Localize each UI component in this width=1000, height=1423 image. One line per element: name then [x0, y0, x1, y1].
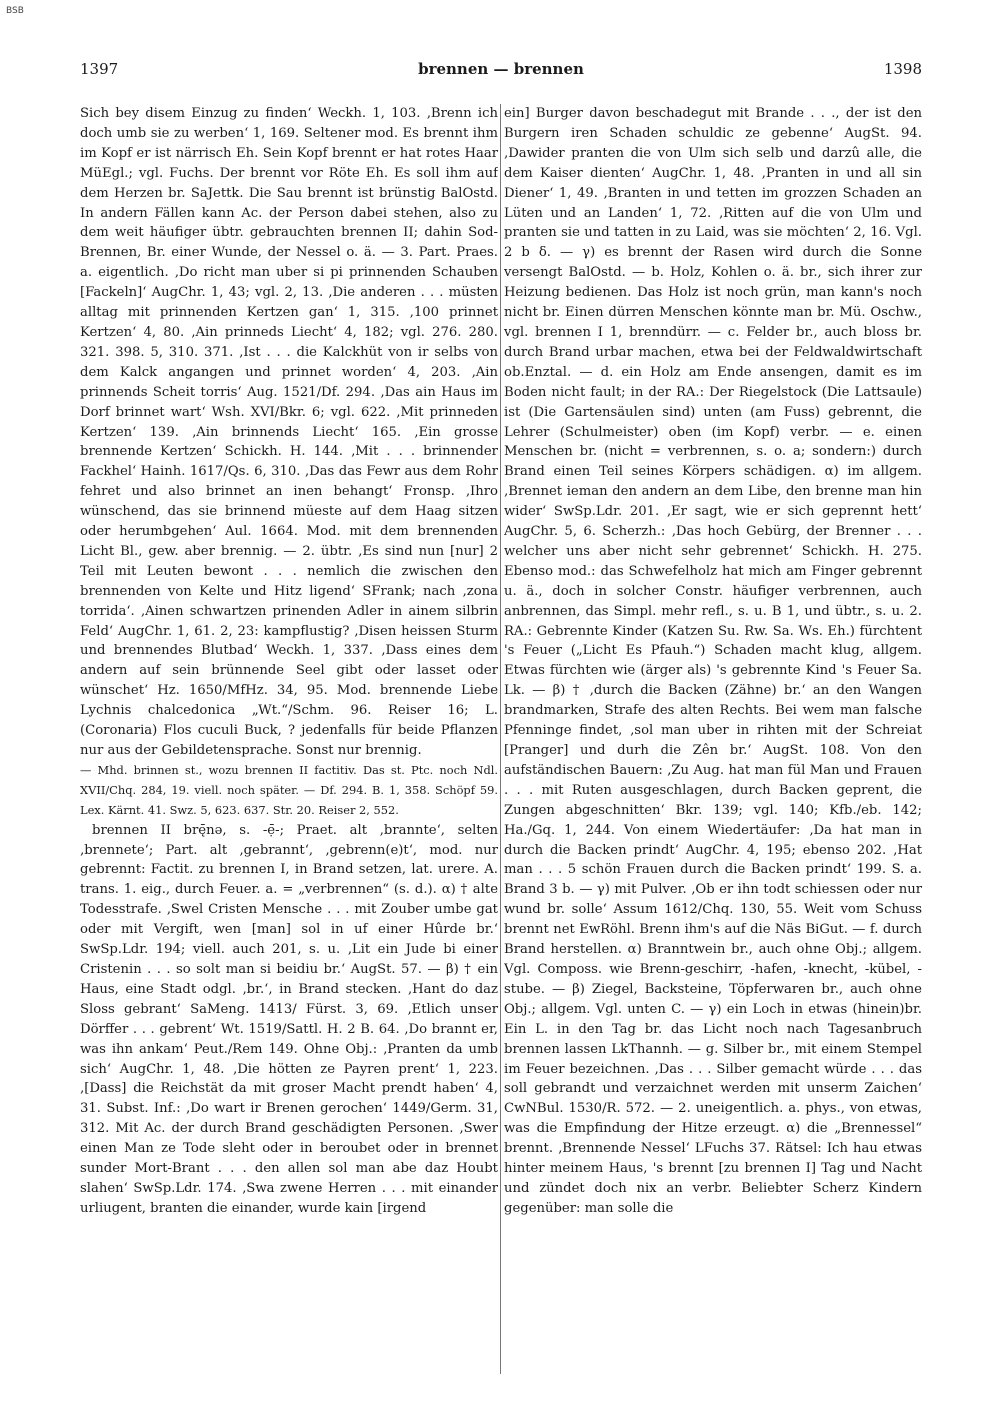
library-mark: BSB	[6, 6, 24, 16]
entry-brennen-ii: brennen II brę̄nə, s. -ẹ̄-; Praet. alt ‚brannte‘, selten ‚brennete‘; Part. alt ‚gebrannt‘, ‚gebrenn(e)t‘, mod. nur gebrennt: Factit. zu brennen I, in Brand setzen, lat. urere. A. trans. 1. eig., durch Feuer. a. = „verbrennen“ (s. d.). α) † alte Todesstrafe. ‚Swel Cristen Mensche . . . mit Zouber umbe gat oder mit Vergift, wen [man] sol in uf einer Hûrde br.‘ SwSp.Ldr. 194; viell. auch 201, s. u. ‚Lit ein Jude bi einer Cristenin . . . so solt man si beidiu br.‘ AugSt. 57. — β) † ein Haus, eine Stadt odgl. ‚br.‘, in Brand stecken. ‚Hant do daz Sloss gebrant‘ SaMeng. 1413/ Fürst. 3, 69. ‚Etlich unser Dörffer . . . gebrent‘ Wt. 1519/Sattl. H. 2 B. 64. ‚Do brannt er, was ihn ankam‘ Peut./Rem 149. Ohne Obj.: ‚Pranten da umb sich‘ AugChr. 1, 48. ‚Die hötten ze Payren prent‘ 1, 223. ‚[Dass] die Reichstät da mit groser Macht prendt haben‘ 4, 31. Subst. Inf.: ‚Do wart ir Brenen gerochen‘ 1449/Germ. 31, 312. Mit Ac. der durch Brand geschädigten Personen. ‚Swer einen Man ze Tode sleht oder in beroubet oder in brennet sunder Mort-Brant . . . den allen sol man abe daz Houbt slahen‘ SwSp.Ldr. 174. ‚Swa zwene Herren . . . mit einander urliugent, branten die einander, wurde kain [irgend	[80, 822, 498, 1216]
running-title: brennen — brennen	[418, 60, 584, 78]
right-column-text: ein] Burger davon beschadegut mit Brande . . ., der ist den Burgern iren Schaden schuldic ze gebenne‘ AugSt. 94. ‚Dawider pranten die von Ulm sich selb und darzû alle, die dem Kaiser dienten‘ AugChr. 1, 48. ‚Pranten in und all sin Diener‘ 1, 49. ‚Branten in und tetten im grozzen Schaden an Lüten und an Landen‘ 1, 72. ‚Ritten auf die von Ulm und pranten sie und tatten in zu Laid, was sie möchten‘ 2, 16. Vgl. 2 b δ. — γ) es brennt der Rasen wird durch die Sonne versengt BalOstd. — b. Holz, Kohlen o. ä. br., sich ihrer zur Heizung bedienen. Das Holz ist noch grün, man kann's noch nicht br. Einen dürren Menschen könnte man br. Mü. Oschw., vgl. brennen I 1, brenndürr. — c. Felder br., auch bloss br. durch Brand urbar machen, etwa bei der Feldwaldwirtschaft ob.Enztal. — d. ein Holz am Ende ansengen, damit es im Boden nicht fault; in der RA.: Der Riegelstock (Die Lattsaule) ist (Die Gartensäulen sind) unten (am Fuss) gebrennt, die Lehrer (Schulmeister) oben (im Kopf) verbr. — e. einen Menschen br. (nicht = verbrennen, s. o. a; sondern:) durch Brand einen Teil seines Körpers schädigen. α) im allgem. ‚Brennet ieman den andern an dem Libe, den brenne man hin wider‘ SwSp.Ldr. 201. ‚Er sagt, wie er sich geprennt hett‘ AugChr. 5, 6. Scherzh.: ‚Das hoch Gebürg, der Brenner . . . welcher uns aber nicht sehr gebrennet‘ Schickh. H. 275. Ebenso mod.: das Schwefelholz hat mich am Finger gebrennt u. ä., doch in solcher Constr. häufiger verbrennen, auch anbrennen, das Simpl. mehr refl., s. u. B 1, und übtr., s. u. 2. RA.: Gebrennte Kinder (Katzen Su. Rw. Sa. Ws. Eh.) fürchtent 's Feuer („Licht Es Pfauh.“) Schaden macht klug, allgem. Etwas fürchten wie (ärger als) 's gebrennte Kind 's Feuer Sa. Lk. — β) † ‚durch die Backen (Zähne) br.‘ an den Wangen brandmarken, Strafe des alten Rechts. Bei wem man falsche Pfenninge findet, ‚sol man uber in rihten mit der Schreiat [Pranger] und durh die Zên br.‘ AugSt. 108. Von den aufständischen Bauern: ‚Zu Aug. hat man fül Man und Frauen . . . mit Ruten ausgeschlagen, durch Backen geprent, die Zungen abgeschnitten‘ Bkr. 139; vgl. 140; Kfb./eb. 142; Ha./Gq. 1, 244. Von einem Wiedertäufer: ‚Da hat man in durch die Backen prindt‘ AugChr. 4, 195; ebenso 202. ‚Hat man . . . 5 schön Frauen durch die Backen prindt‘ 199. S. a. Brand 3 b. — γ) mit Pulver. ‚Ob er ihn todt schiessen oder nur wund br. solle‘ Assum 1612/Chq. 130, 55. Weit vom Schuss brennt net EwRöhl. Brenn ihm's auf die Näs BiGut. — f. durch Brand herstellen. α) Branntwein br., auch ohne Obj.; allgem. Vgl. Composs. wie Brenn-geschirr, -hafen, -knecht, -kübel, -stube. — β) Ziegel, Backsteine, Töpferwaren br., auch ohne Obj.; allgem. Vgl. unten C. — γ) ein Loch in etwas (hinein)br. Ein L. in den Tag br. das Licht noch nach Tagesanbruch brennen lassen LkThannh. — g. Silber br., mit einem Stempel im Feuer bezeichnen. ‚Das . . . Silber gemacht würde . . . das soll gebrandt und verzaichnet werden mit unserm Zaichen‘ CwNBul. 1530/R. 572. — 2. uneigentlich. a. phys., von etwas, was die Empfindung der Hitze erzeugt. α) die „Brennessel“ brennt. ‚Brennende Nessel‘ LFuchs 37. Rätsel: Ich hau etwas hinter meinem Haus, 's brennt [zu brennen I] Tag und Nacht und zündet doch nix an verbr. Beliebter Scherz Kindern gegenüber: man solle die	[504, 106, 922, 1216]
left-column-text: Sich bey disem Einzug zu finden‘ Weckh. 1, 103. ‚Brenn ich doch umb sie zu werben‘ 1, 169. Seltener mod. Es brennt ihm im Kopf er ist närrisch Eh. Sein Kopf brennt er hat rotes Haar MüEgl.; vgl. Fuchs. Der brennt vor Röte Eh. Es soll ihm auf dem Herzen br. SaJettk. Die Sau brennt ist brünstig BalOstd. In andern Fällen kann Ac. der Person dabei stehen, also zu dem weit häufiger übtr. gebrauchten brennen II; dahin Sod-Brennen, Br. einer Wunde, der Nessel o. ä. — 3. Part. Praes. a. eigentlich. ‚Do richt man uber si pi prinnenden Schauben [Fackeln]‘ AugChr. 1, 43; vgl. 2, 13. ‚Die anderen . . . müsten alltag mit prinnenden Kertzen gan‘ 1, 315. ‚100 prinnet Kertzen‘ 4, 80. ‚Ain prinneds Liecht‘ 4, 182; vgl. 276. 280. 321. 398. 5, 310. 371. ‚Ist . . . die Kalckhüt von ir selbs von dem Kalck angangen und prinnet worden‘ 4, 203. ‚Ain prinnends Scheit torris‘ Aug. 1521/Df. 294. ‚Das ain Haus im Dorf brinnet wart‘ Wsh. XVI/Bkr. 6; vgl. 622. ‚Mit prinneden Kertzen‘ 139. ‚Ain brinnends Liecht‘ 165. ‚Ein grosse brennende Kertzen‘ Schickh. H. 144. ‚Mit . . . brinnender Fackhel‘ Hainh. 1617/Qs. 6, 310. ‚Das das Fewr aus dem Rohr fehret und also brinnet an inen behangt‘ Fronsp. ‚Ihro wünschend, das sie brinnend müeste auf dem Haag sitzen oder herumbgehen‘ Aul. 1664. Mod. mit dem brennenden Licht Bl., gew. aber brennig. — 2. übtr. ‚Es sind nun [nur] 2 Teil mit Leuten bewont . . . nemlich die zwischen den brennenden von Kelte und Hitz ligend‘ SFrank; nach ‚zona torrida‘. ‚Ainen schwartzen prinenden Adler in ainem silbrin Feld‘ AugChr. 1, 61. 2, 23: kampflustig? ‚Disen heissen Sturm und brennendes Blutbad‘ Weckh. 1, 337. ‚Dass eines dem andern auf sein brünnende Seel gibt oder lasset oder wünschet‘ Hz. 1650/MfHz. 34, 95. Mod. brennende Liebe Lychnis chalcedonica „Wt.“/Schm. 96. Reiser 16; L. (Coronaria) Flos cuculi Buck, ? jedenfalls für beide Pflanzen nur aus der Gebildetensprache. Sonst nur brennig.	[80, 106, 498, 758]
page-header	[80, 60, 922, 84]
etymology-note: — Mhd. brinnen st., wozu brennen II factitiv. Das st. Ptc. noch Ndl. XVII/Chq. 284, 19. viell. noch später. — Df. 294. B. 1, 358. Schöpf 59. Lex. Kärnt. 41. Swz. 5, 623. 637. Str. 20. Reiser 2, 552.	[80, 762, 498, 817]
page-number-right: 1398	[883, 60, 922, 78]
column-divider	[500, 104, 501, 1374]
left-column	[80, 104, 498, 1374]
page-number-left: 1397	[80, 60, 119, 78]
right-column	[504, 104, 922, 1374]
